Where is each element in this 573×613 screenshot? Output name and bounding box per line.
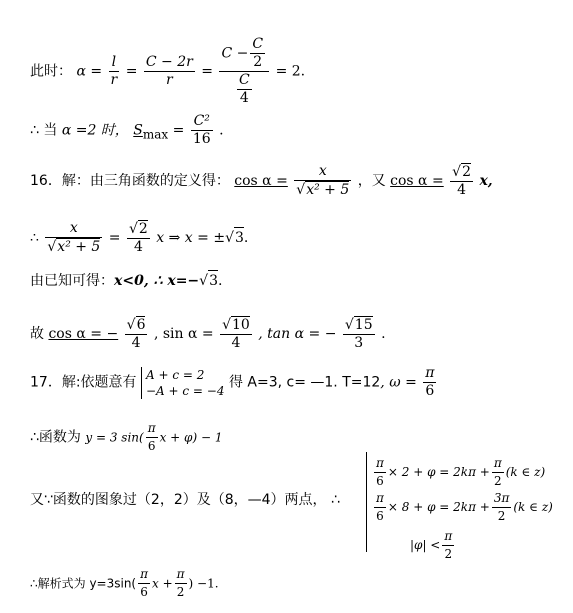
s-sub: max bbox=[142, 127, 169, 142]
row3-a: |φ| < bbox=[410, 538, 441, 552]
line-9 bbox=[30, 490, 340, 510]
equals: = bbox=[172, 122, 185, 139]
cos-alpha: cos α = bbox=[234, 173, 288, 189]
line-3 bbox=[30, 163, 493, 199]
row1-b: (k ∈ z) bbox=[505, 465, 546, 479]
sqrt3: 3 bbox=[208, 270, 218, 291]
omega: , ω = bbox=[380, 374, 417, 391]
fraction-pi-2: $\frac{\pi}{2}$ bbox=[444, 529, 453, 561]
fraction-pi-2: $\frac{\pi}{2}$ bbox=[176, 567, 185, 599]
fraction-sqrt10-4: $\frac{√10}{4}$ bbox=[222, 317, 250, 351]
line-2 bbox=[30, 113, 224, 148]
expr-b: x + φ) − 1 bbox=[159, 430, 223, 445]
sqrt3: 3 bbox=[234, 227, 244, 248]
sin-alpha: , sin α = bbox=[153, 326, 214, 342]
fraction-complex: C − $\frac{C}{2}$ $\frac{C}{4}$ bbox=[219, 36, 269, 107]
fraction-c-2r: $\frac{C - 2r}{r}$ bbox=[145, 54, 193, 88]
problem-16: 16．解：由三角函数的定义得： bbox=[30, 173, 230, 189]
fraction-c2-16: $\frac{\text{C²}}{16}$ bbox=[192, 113, 211, 147]
fraction-l-r: $\frac{l}{r}$ bbox=[110, 54, 118, 88]
fraction-pi-6: $\frac{\pi}{6}$ bbox=[376, 491, 384, 523]
line-5: 由已知可得：x<0, ∴ x=−√3. bbox=[30, 270, 222, 291]
tan-alpha: , tan α = − bbox=[258, 326, 337, 342]
alpha-eq: α = bbox=[76, 63, 103, 80]
expr-a: y = 3 sin( bbox=[85, 430, 144, 445]
hence: 故 bbox=[30, 326, 44, 342]
system-row-3 bbox=[410, 528, 456, 563]
label-cishi: 此时： bbox=[30, 63, 72, 80]
equation-system: A + c = 2 −A + c = −4 bbox=[141, 367, 225, 399]
fraction-pi-6: $\frac{\pi}{6}$ bbox=[140, 567, 149, 599]
system-brace bbox=[366, 452, 367, 552]
therefore-when: ∴ 当 bbox=[30, 122, 58, 139]
period: . bbox=[218, 273, 223, 289]
line-6 bbox=[30, 316, 386, 352]
period: . bbox=[219, 122, 224, 139]
cos-alpha-2: cos α = bbox=[390, 173, 444, 189]
passes-through: 又∵函数的图象过（2，2）及（8，—4）两点， bbox=[30, 492, 327, 508]
line-10 bbox=[30, 566, 219, 601]
cos-alpha: cos α = − bbox=[48, 326, 119, 342]
fraction-sqrt6-4: $\frac{√6}{4}$ bbox=[126, 317, 146, 351]
row1-a: × 2 + φ = 2kπ + bbox=[387, 465, 490, 479]
fraction-3pi-2: $\frac{3\pi}{2}$ bbox=[493, 491, 510, 523]
function-is: ∴函数为 bbox=[30, 429, 81, 446]
therefore: ∴ bbox=[30, 230, 39, 246]
line-8 bbox=[30, 420, 222, 455]
fraction-sqrt15-3: $\frac{√15}{3}$ bbox=[344, 317, 373, 351]
x-neg: x<0, ∴ x=− bbox=[114, 273, 200, 289]
again: ，又 bbox=[357, 173, 386, 189]
x-tail: x, bbox=[479, 173, 493, 189]
condition: α =2 时， bbox=[61, 122, 129, 139]
x-plus: x + bbox=[152, 576, 173, 591]
row2-a: × 8 + φ = 2kπ + bbox=[387, 500, 490, 514]
result-text: 得 A=3, c= —1. T=12 bbox=[228, 374, 381, 391]
therefore: ∴ bbox=[331, 492, 340, 508]
line-4: ∴ $\frac{x}{\text{√x² + 5}}$ = $\frac{√2}{4}$ x ⇒ x = ±√3. bbox=[30, 220, 249, 255]
fraction-pi-6: $\frac{\pi}{6}$ bbox=[147, 421, 156, 453]
fraction-sqrt2-4: $\frac{√2}{4}$ bbox=[452, 164, 471, 198]
result: = 2. bbox=[275, 63, 306, 80]
s-max: S bbox=[133, 122, 143, 139]
known: 由已知可得： bbox=[30, 273, 114, 289]
line-7 bbox=[30, 365, 438, 400]
analytic-form: ∴解析式为 y=3sin( bbox=[30, 576, 137, 591]
fraction-x-sqrt: $\frac{x}{\text{√x² + 5}}$ bbox=[47, 220, 101, 255]
fraction-pi-6: $\frac{\pi}{6}$ bbox=[376, 456, 384, 488]
equals: = bbox=[125, 63, 138, 80]
fraction-sqrt2-4: $\frac{√2}{4}$ bbox=[128, 221, 148, 255]
row2-b: (k ∈ z) bbox=[513, 500, 553, 514]
system-row-2 bbox=[372, 490, 553, 525]
line-1 bbox=[30, 36, 305, 107]
fraction-pi-2: $\frac{\pi}{2}$ bbox=[493, 456, 502, 488]
problem-17: 17．解:依题意有 bbox=[30, 374, 137, 391]
system-row-1 bbox=[372, 455, 545, 490]
period: . bbox=[381, 326, 386, 342]
period: . bbox=[243, 230, 249, 246]
fraction-pi-6: $\frac{\pi}{6}$ bbox=[425, 365, 435, 399]
tail: ) −1. bbox=[188, 576, 219, 591]
fraction-x-sqrt: $\frac{x}{\text{√x² + 5}}$ bbox=[296, 163, 350, 198]
equals: = bbox=[108, 230, 121, 246]
equals: = bbox=[201, 63, 214, 80]
implies: x ⇒ x = ± bbox=[156, 230, 226, 246]
